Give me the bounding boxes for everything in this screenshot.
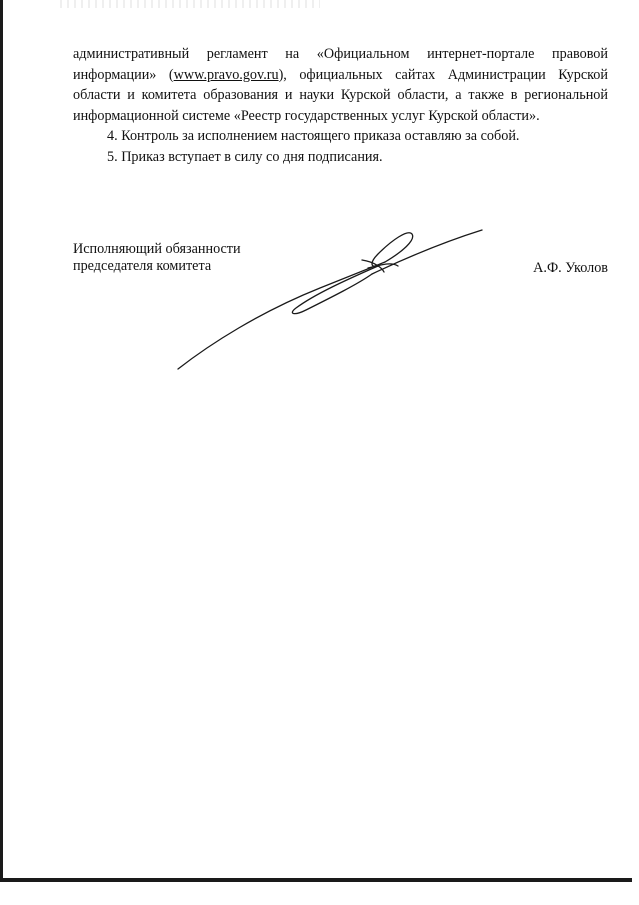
signer-position-line2: председателя комитета bbox=[73, 258, 212, 274]
scan-edge-left bbox=[0, 0, 3, 880]
item-4-control: 4. Контроль за исполнением настоящего приказа оставляю за собой. bbox=[107, 128, 520, 144]
pravo-gov-link[interactable]: www.pravo.gov.ru bbox=[173, 66, 279, 83]
paragraph-text-before-link: административный регламент на «Официальном интернет-портале правовой информации» ( bbox=[73, 46, 608, 83]
signature-block bbox=[73, 241, 608, 275]
paragraph-publication bbox=[73, 44, 608, 126]
scan-noise-top bbox=[60, 0, 320, 8]
signer-name: А.Ф. Уколов bbox=[533, 260, 608, 276]
item-5-effective: 5. Приказ вступает в силу со дня подписания. bbox=[107, 148, 383, 165]
signer-position-line1: Исполняющий обязанности bbox=[73, 241, 241, 257]
scan-edge-bottom bbox=[0, 878, 632, 882]
document-body bbox=[73, 44, 608, 167]
paragraph-text-after-link: ), официальных сайтах Администрации Курской области и комитета образования и науки Курской области, а также в региональной информационной системе «Реестр государственных услуг Курской области». bbox=[73, 66, 608, 124]
